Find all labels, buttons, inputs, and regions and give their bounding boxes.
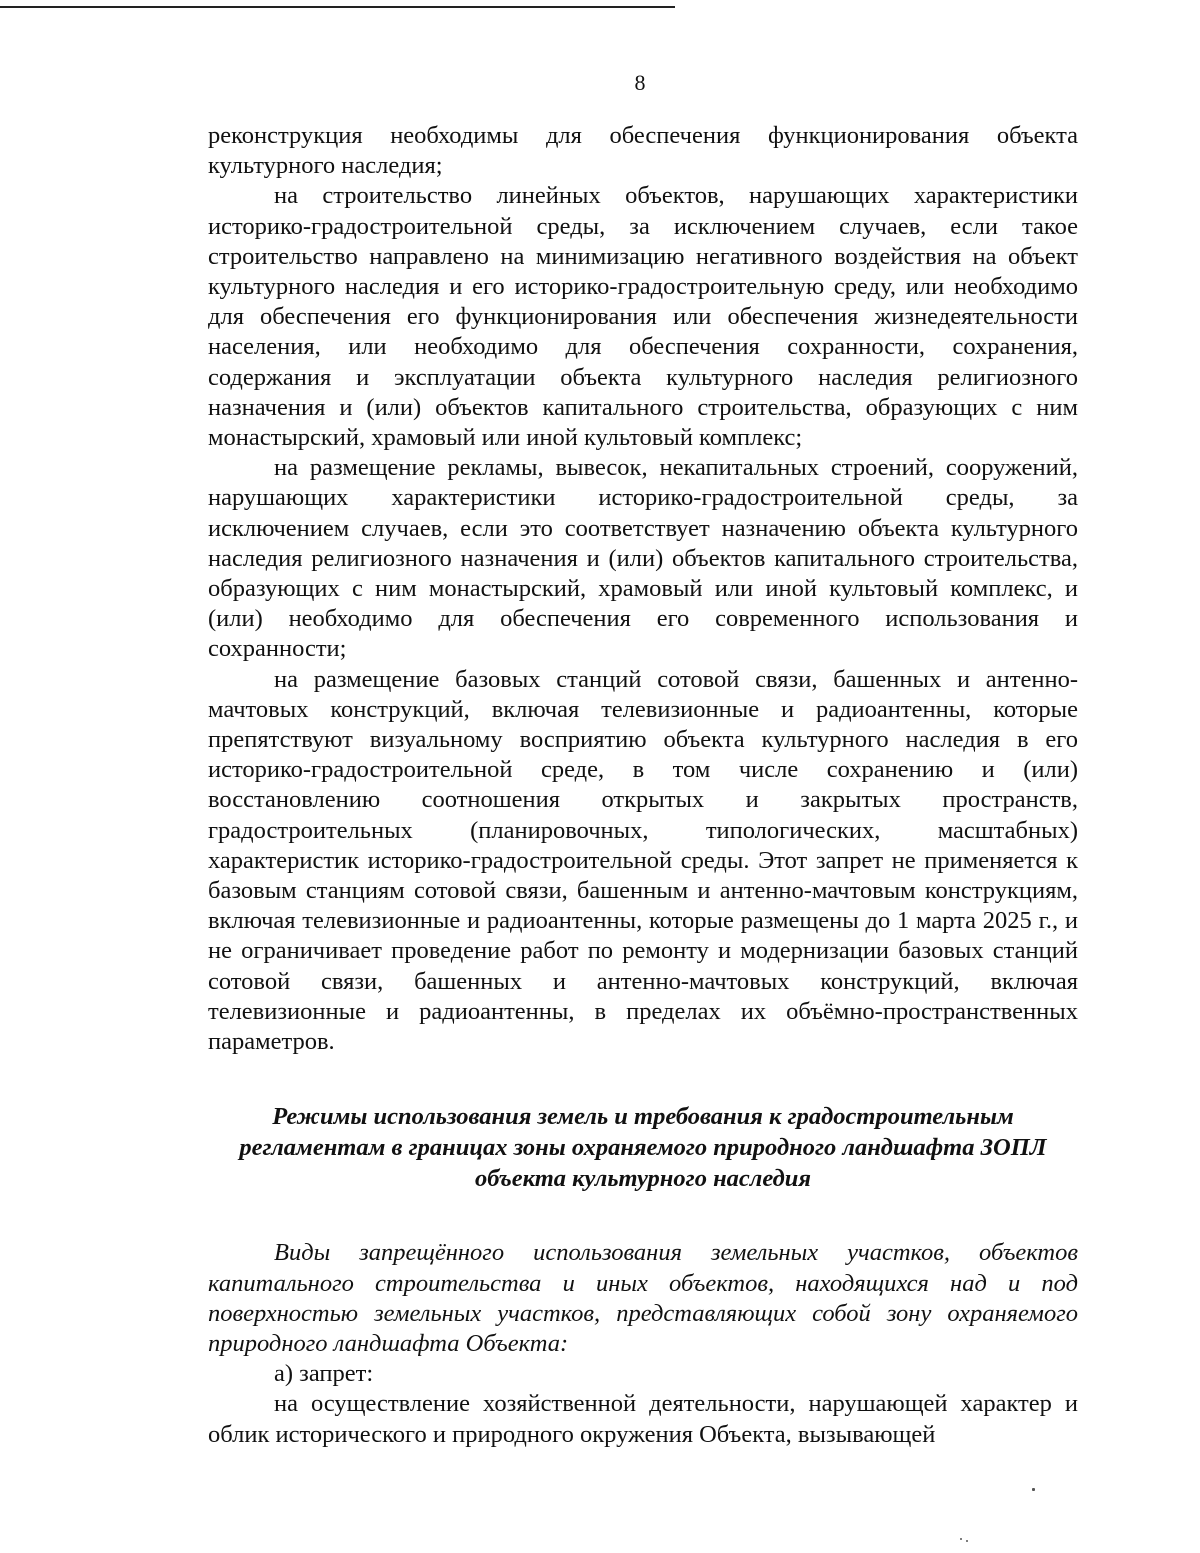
paragraph-advertising: на размещение рекламы, вывесок, некапитальных строений, сооружений, нарушающих характеристики историко-градостроительной среды, за исключением случаев, если это соответствует назначению объекта культурного наследия религиозного назначения и (или) объектов капитального строительства, образующих с ним монастырский, храмовый или иной культовый комплекс, и (или) необходимо для обеспечения его современного использования и сохранности; bbox=[208, 454, 1078, 663]
scan-speck bbox=[1032, 1488, 1035, 1491]
paragraph-linear-objects: на строительство линейных объектов, нарушающих характеристики историко-градостроительной среды, за исключением случаев, если такое строительство направлено на минимизацию негативного воздействия на объект культурного наследия и его историко-градостроительную среду, или необходимо для обеспечения его функционирования или обеспечения жизнедеятельности населения, или необходимо для обеспечения сохранности, сохранения, содержания и эксплуатации объекта культурного наследия религиозного назначения и (или) объектов капитального строительства, образующих с ним монастырский, храмовый или иной культовый комплекс; bbox=[208, 182, 1078, 452]
section-heading-line: Режимы использования земель и требования к градостроительным bbox=[272, 1103, 1014, 1131]
scan-speck bbox=[966, 1540, 968, 1542]
section-heading-line: объекта культурного наследия bbox=[474, 1165, 812, 1193]
prohibited-uses-intro: Виды запрещённого использования земельных участков, объектов капитального строительства и иных объектов, находящихся над и под поверхностью земельных участков, представляющих собой зону охраняемого природного ландшафта Объекта: bbox=[208, 1239, 1078, 1357]
paragraph-continuation: реконструкция необходимы для обеспечения функционирования объекта культурного наследия; bbox=[208, 122, 1078, 180]
page-number: 8 bbox=[634, 70, 646, 95]
section-heading-line: регламентам в границах зоны охраняемого природного ландшафта ЗОПЛ bbox=[239, 1134, 1047, 1162]
paragraph-economic-activity: на осуществление хозяйственной деятельности, нарушающей характер и облик исторического и природного окружения Объекта, вызывающей bbox=[208, 1390, 1078, 1448]
scan-speck bbox=[960, 1538, 962, 1540]
top-border-line bbox=[0, 6, 675, 8]
paragraph-cellular-stations: на размещение базовых станций сотовой связи, башенных и антенно-мачтовых конструкций, включая телевизионные и радиоантенны, которые препятствуют визуальному восприятию объекта культурного наследия в его историко-градостроительной среде, в том числе сохранению и (или) восстановлению соотношения открытых и закрытых пространств, градостроительных (планировочных, типологических, масштабных) характеристик историко-градостроительной среды. Этот запрет не применяется к базовым станциям сотовой связи, башенным и антенно-мачтовым конструкциям, включая телевизионные и радиоантенны, которые размещены до 1 марта 2025 г., и не ограничивает проведение работ по ремонту и модернизации базовых станций сотовой связи, башенных и антенно-мачтовых конструкций, включая телевизионные и радиоантенны, в пределах их объёмно-пространственных параметров. bbox=[208, 665, 1078, 1056]
section-heading bbox=[208, 1101, 1078, 1194]
document-body bbox=[208, 121, 1078, 1450]
list-item-a: а) запрет: bbox=[274, 1360, 374, 1388]
